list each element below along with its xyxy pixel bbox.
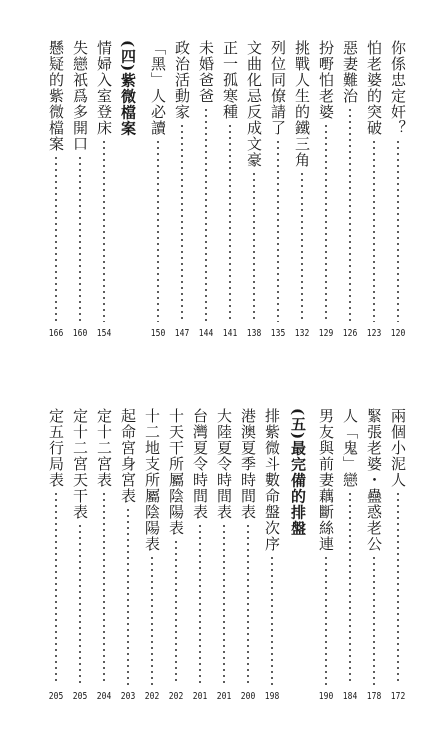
toc-entry	[243, 40, 265, 340]
dot-leader	[151, 555, 153, 685]
toc-entry-title: 文曲化忌反成文豪	[245, 40, 263, 168]
toc-entry-title: 十天干所屬陰陽表	[167, 408, 185, 536]
toc-entry	[195, 40, 217, 340]
toc-entry-title: 情婦入室登床	[95, 40, 113, 136]
toc-entry-title: 台灣夏令時間表	[191, 408, 209, 520]
toc-entry	[189, 408, 211, 703]
toc-page-number: 129	[318, 328, 334, 339]
dot-leader	[253, 171, 255, 322]
toc-page-number: 204	[96, 691, 112, 702]
dot-leader	[127, 507, 129, 685]
toc-entry-title: 列位同僚請了	[269, 40, 287, 136]
toc-entry-title: 懸疑的紫微檔案	[47, 40, 65, 152]
toc-page-number: 126	[342, 328, 358, 339]
toc-entry-title: 政治活動家	[173, 40, 191, 120]
toc-entry-title: 起命宮身宮表	[119, 408, 137, 504]
toc-page-number: 138	[246, 328, 262, 339]
toc-entry	[45, 40, 67, 340]
toc-entry	[69, 40, 91, 340]
dot-leader	[157, 139, 159, 322]
toc-page-number: 203	[120, 691, 136, 702]
dot-leader	[79, 155, 81, 322]
toc-page-number: 147	[174, 328, 190, 339]
toc-page-number: 201	[192, 691, 208, 702]
toc-page-number: 202	[168, 691, 184, 702]
dot-leader	[247, 523, 249, 685]
toc-entry-title: 定五行局表	[47, 408, 65, 488]
dot-leader	[325, 555, 327, 685]
toc-entry	[339, 408, 361, 703]
toc-entry	[171, 40, 193, 340]
dot-leader	[349, 491, 351, 685]
dot-leader	[199, 523, 201, 685]
toc-page-number: 154	[96, 328, 112, 339]
toc-page-number: 166	[48, 328, 64, 339]
toc-section-heading: (五)最完備的排盤	[289, 408, 307, 537]
toc-entry	[219, 40, 241, 340]
toc-entry-title: 未婚爸爸	[197, 40, 215, 104]
toc-entry	[141, 408, 163, 703]
toc-page-number: 190	[318, 691, 334, 702]
toc-page-number: 178	[366, 691, 382, 702]
toc-page-number: 123	[366, 328, 382, 339]
toc-entry	[147, 40, 169, 340]
toc-page-number: 198	[264, 691, 280, 702]
toc-entry	[93, 40, 115, 340]
toc-entry	[287, 408, 309, 703]
dot-leader	[55, 155, 57, 322]
dot-leader	[229, 123, 231, 322]
dot-leader	[373, 555, 375, 685]
toc-entry	[117, 408, 139, 703]
toc-page-number: 205	[48, 691, 64, 702]
dot-leader	[223, 523, 225, 685]
toc-block-top	[0, 40, 439, 340]
toc-page-number: 141	[222, 328, 238, 339]
toc-entry	[363, 40, 385, 340]
toc-entry	[267, 40, 289, 340]
dot-leader	[181, 123, 183, 322]
toc-page-number: 150	[150, 328, 166, 339]
dot-leader	[325, 123, 327, 322]
toc-entry-title: 「黑」人必讀	[149, 40, 167, 136]
toc-entry-title: 扮嘢怕老婆	[317, 40, 335, 120]
toc-page-number: 172	[390, 691, 406, 702]
toc-entry	[69, 408, 91, 703]
dot-leader	[277, 139, 279, 322]
toc-entry	[165, 408, 187, 703]
toc-entry-title: 緊張老婆・蠱惑老公	[365, 408, 383, 552]
toc-entry-title: 港澳夏季時間表	[239, 408, 257, 520]
toc-page-number: 120	[390, 328, 406, 339]
dot-leader	[205, 107, 207, 322]
toc-entry	[387, 408, 409, 703]
toc-entry-title: 人「鬼」戀	[341, 408, 359, 488]
toc-entry-title: 兩個小泥人	[389, 408, 407, 488]
toc-entry	[291, 40, 313, 340]
toc-entry-title: 你係忠定奸？	[389, 40, 407, 136]
toc-entry	[45, 408, 67, 703]
toc-page-number: 200	[240, 691, 256, 702]
toc-entry	[315, 408, 337, 703]
dot-leader	[271, 555, 273, 685]
toc-page-number: 144	[198, 328, 214, 339]
toc-page-number: 132	[294, 328, 310, 339]
toc-page-number: 202	[144, 691, 160, 702]
toc-entry	[363, 408, 385, 703]
toc-entry-title: 挑戰人生的鐵三角	[293, 40, 311, 168]
dot-leader	[301, 171, 303, 322]
dot-leader	[397, 491, 399, 685]
toc-entry	[93, 408, 115, 703]
toc-entry-title: 十二地支所屬陰陽表	[143, 408, 161, 552]
toc-page-number: 201	[216, 691, 232, 702]
toc-entry	[261, 408, 283, 703]
toc-entry-title: 怕老婆的突破	[365, 40, 383, 136]
dot-leader	[79, 523, 81, 685]
toc-entry-title: 正一孤寒種	[221, 40, 239, 120]
toc-entry-title: 定十二宮天干表	[71, 408, 89, 520]
dot-leader	[103, 491, 105, 685]
toc-block-bottom	[0, 408, 439, 703]
toc-page-number: 160	[72, 328, 88, 339]
toc-page-number: 135	[270, 328, 286, 339]
toc-entry	[387, 40, 409, 340]
toc-entry	[237, 408, 259, 703]
toc-entry	[315, 40, 337, 340]
dot-leader	[373, 139, 375, 322]
toc-entry-title: 排紫微斗數命盤次序	[263, 408, 281, 552]
toc-section-heading: (四)紫微檔案	[119, 40, 137, 137]
toc-entry	[339, 40, 361, 340]
toc-entry-title: 男友與前妻藕斷絲連	[317, 408, 335, 552]
toc-entry-title: 失戀祇爲多開口	[71, 40, 89, 152]
dot-leader	[103, 139, 105, 322]
toc-entry	[117, 40, 139, 340]
dot-leader	[397, 139, 399, 322]
toc-page-number: 184	[342, 691, 358, 702]
toc-entry	[213, 408, 235, 703]
dot-leader	[55, 491, 57, 685]
toc-entry-title: 大陸夏令時間表	[215, 408, 233, 520]
toc-entry-title: 定十二宮表	[95, 408, 113, 488]
dot-leader	[349, 107, 351, 322]
dot-leader	[175, 539, 177, 685]
toc-page-number: 205	[72, 691, 88, 702]
toc-entry-title: 惡妻難治	[341, 40, 359, 104]
